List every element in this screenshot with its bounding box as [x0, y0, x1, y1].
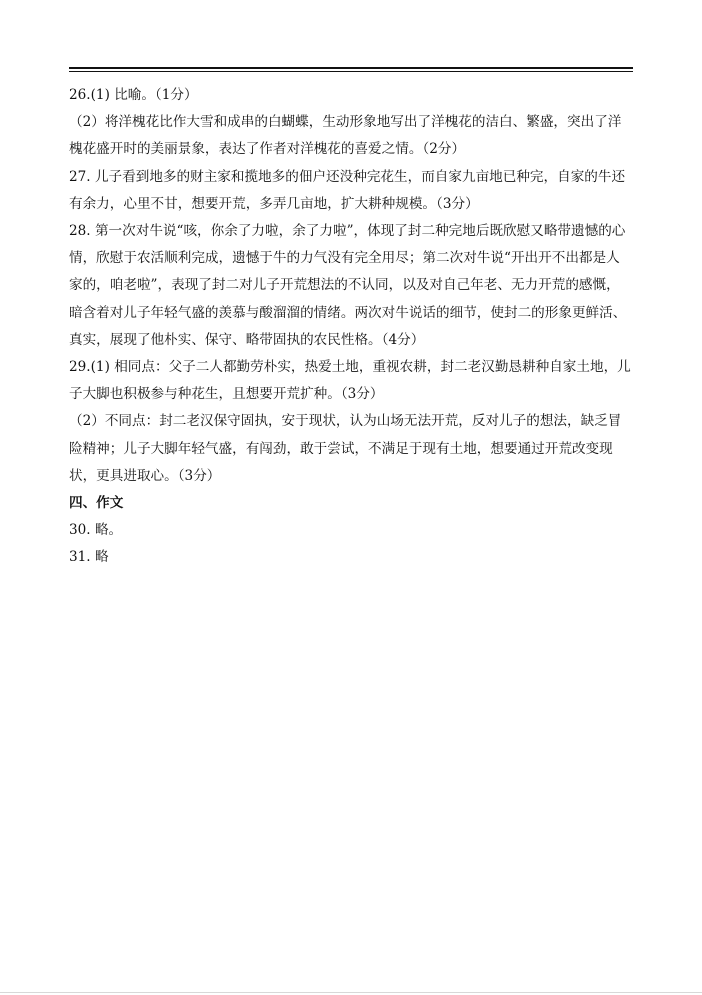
answer-28: 28. 第一次对牛说“咳，你余了力啦，余了力啦”，体现了封二种完地后既欣慰又略带遗憾的心情，欣慰于农活顺利完成，遗憾于牛的力气没有完全用尽；第二次对牛说“开出开不出都是人家的，咱老啦”，表现了封二对儿子开荒想法的不认同，以及对自己年老、无力开荒的感慨，暗含着对儿子年轻气盛的羡慕与酸溜溜的情绪。两次对牛说话的细节，使封二的形象更鲜活、真实，展现了他朴实、保守、略带固执的农民性格。（4分）: [69, 223, 627, 348]
header-rule-thick: [69, 67, 633, 69]
answer-26-part-1: 26.(1) 比喻。（1分）: [69, 87, 198, 103]
answer-29-part-2: （2）不同点：封二老汉保守固执，安于现状，认为山场无法开荒，反对儿子的想法，缺乏冒险精神；儿子大脚年轻气盛，有闯劲，敢于尝试，不满足于现有土地，想要通过开荒改变现状，更具进取心。（3分）: [69, 413, 622, 484]
answer-26-part-2: （2）将洋槐花比作大雪和成串的白蝴蝶，生动形象地写出了洋槐花的洁白、繁盛，突出了洋槐花盛开时的美丽景象，表达了作者对洋槐花的喜爱之情。（2分）: [69, 114, 622, 158]
answer-27: 27. 儿子看到地多的财主家和揽地多的佃户还没种完花生，而自家九亩地已种完，自家的牛还有余力，心里不甘，想要开荒，多弄几亩地，扩大耕种规模。（3分）: [69, 168, 626, 212]
page-bottom-edge: [0, 992, 702, 993]
header-double-rule: [69, 67, 633, 72]
answer-30: 30. 略。: [69, 522, 123, 539]
answer-31: 31. 略: [69, 549, 109, 566]
header-rule-thin: [69, 71, 633, 72]
answer-content: [69, 82, 633, 572]
answer-29-part-1: 29.(1) 相同点：父子二人都勤劳朴实，热爱土地，重视农耕，封二老汉勤恳耕种自家土地，儿子大脚也积极参与种花生，且想要开荒扩种。（3分）: [69, 359, 631, 403]
section-heading-essay: 四、作文: [69, 495, 124, 512]
